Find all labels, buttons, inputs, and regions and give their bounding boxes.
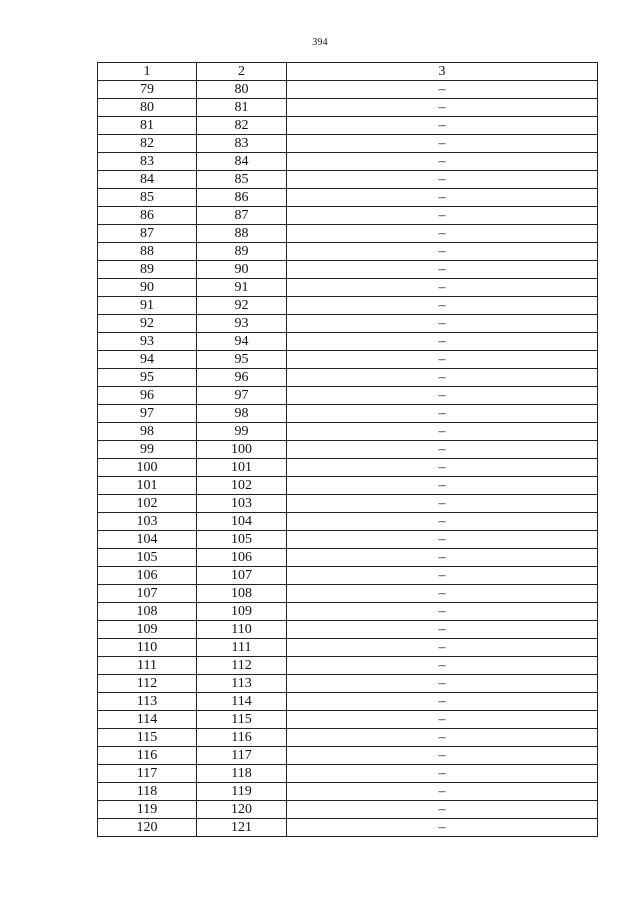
table-row [98, 117, 598, 135]
table-cell-col-3: – [287, 477, 598, 495]
table-row [98, 207, 598, 225]
table-cell-col-1: 103 [98, 513, 197, 531]
table-cell-col-1: 82 [98, 135, 197, 153]
table-cell-col-2: 108 [197, 585, 287, 603]
table-row [98, 531, 598, 549]
table-cell-col-1: 85 [98, 189, 197, 207]
table-cell-col-1: 118 [98, 783, 197, 801]
table-cell-col-3: – [287, 603, 598, 621]
table-cell-col-1: 89 [98, 261, 197, 279]
table-row [98, 261, 598, 279]
table-row [98, 729, 598, 747]
table-cell-col-3: – [287, 387, 598, 405]
table-cell-col-1: 90 [98, 279, 197, 297]
table-cell-col-2: 116 [197, 729, 287, 747]
table-cell-col-2: 121 [197, 819, 287, 837]
table-row [98, 513, 598, 531]
table-cell-col-1: 116 [98, 747, 197, 765]
table-cell-col-1: 104 [98, 531, 197, 549]
table-row [98, 333, 598, 351]
table-cell-col-1: 95 [98, 369, 197, 387]
table-row [98, 225, 598, 243]
table-row [98, 99, 598, 117]
data-table [97, 62, 598, 837]
table-cell-col-2: 93 [197, 315, 287, 333]
table-row [98, 351, 598, 369]
table-cell-col-3: – [287, 747, 598, 765]
table-cell-col-3: – [287, 405, 598, 423]
table-row [98, 477, 598, 495]
table-cell-col-3: – [287, 819, 598, 837]
table-cell-col-2: 91 [197, 279, 287, 297]
table-cell-col-1: 96 [98, 387, 197, 405]
table-cell-col-1: 113 [98, 693, 197, 711]
table-cell-col-2: 119 [197, 783, 287, 801]
table-cell-col-1: 79 [98, 81, 197, 99]
table-cell-col-2: 103 [197, 495, 287, 513]
table-row [98, 81, 598, 99]
table-row [98, 783, 598, 801]
table-row [98, 171, 598, 189]
table-row [98, 459, 598, 477]
table-cell-col-2: 111 [197, 639, 287, 657]
table-cell-col-3: – [287, 225, 598, 243]
table-cell-col-3: – [287, 657, 598, 675]
table-cell-col-1: 115 [98, 729, 197, 747]
table-cell-col-3: – [287, 765, 598, 783]
table-cell-col-2: 89 [197, 243, 287, 261]
table-cell-col-3: – [287, 351, 598, 369]
table-row [98, 297, 598, 315]
table-cell-col-1: 94 [98, 351, 197, 369]
table-cell-col-3: – [287, 459, 598, 477]
table-cell-col-3: – [287, 99, 598, 117]
table-cell-col-1: 100 [98, 459, 197, 477]
table-cell-col-2: 90 [197, 261, 287, 279]
table-cell-col-1: 88 [98, 243, 197, 261]
table-cell-col-2: 114 [197, 693, 287, 711]
table-cell-col-2: 92 [197, 297, 287, 315]
table-row [98, 603, 598, 621]
table-cell-col-2: 82 [197, 117, 287, 135]
table-cell-col-2: 112 [197, 657, 287, 675]
table-cell-col-2: 96 [197, 369, 287, 387]
table-row [98, 369, 598, 387]
table-cell-col-2: 117 [197, 747, 287, 765]
table-row [98, 549, 598, 567]
table-cell-col-2: 118 [197, 765, 287, 783]
table-cell-col-3: – [287, 549, 598, 567]
table-row [98, 621, 598, 639]
table-cell-col-3: – [287, 333, 598, 351]
table-row [98, 675, 598, 693]
table-row [98, 405, 598, 423]
table-row [98, 801, 598, 819]
table-row [98, 135, 598, 153]
table-row [98, 567, 598, 585]
table-cell-col-2: 80 [197, 81, 287, 99]
table-cell-col-2: 105 [197, 531, 287, 549]
table-body [98, 81, 598, 837]
table-row [98, 657, 598, 675]
table-cell-col-2: 106 [197, 549, 287, 567]
table-cell-col-2: 85 [197, 171, 287, 189]
table-cell-col-2: 104 [197, 513, 287, 531]
table-cell-col-3: – [287, 423, 598, 441]
table-cell-col-1: 107 [98, 585, 197, 603]
table-cell-col-1: 97 [98, 405, 197, 423]
table-row [98, 585, 598, 603]
table-cell-col-1: 102 [98, 495, 197, 513]
table-cell-col-2: 83 [197, 135, 287, 153]
table-cell-col-3: – [287, 81, 598, 99]
table-cell-col-2: 100 [197, 441, 287, 459]
table-cell-col-2: 86 [197, 189, 287, 207]
table-cell-col-2: 95 [197, 351, 287, 369]
table-cell-col-3: – [287, 369, 598, 387]
table-cell-col-3: – [287, 513, 598, 531]
table-cell-col-3: – [287, 711, 598, 729]
table-cell-col-3: – [287, 495, 598, 513]
table-cell-col-3: – [287, 639, 598, 657]
table-cell-col-2: 115 [197, 711, 287, 729]
table-cell-col-3: – [287, 207, 598, 225]
table-cell-col-3: – [287, 171, 598, 189]
table-cell-col-2: 99 [197, 423, 287, 441]
table-cell-col-3: – [287, 693, 598, 711]
table-header-row [98, 63, 598, 81]
table-cell-col-3: – [287, 675, 598, 693]
table-cell-col-3: – [287, 279, 598, 297]
table-row [98, 711, 598, 729]
table-cell-col-1: 114 [98, 711, 197, 729]
table-cell-col-3: – [287, 567, 598, 585]
table-cell-col-1: 93 [98, 333, 197, 351]
table-cell-col-3: – [287, 117, 598, 135]
table-cell-col-3: – [287, 531, 598, 549]
table-cell-col-1: 105 [98, 549, 197, 567]
table-cell-col-3: – [287, 783, 598, 801]
table-cell-col-1: 92 [98, 315, 197, 333]
table-row [98, 153, 598, 171]
table-cell-col-2: 120 [197, 801, 287, 819]
table-cell-col-1: 119 [98, 801, 197, 819]
table-cell-col-1: 101 [98, 477, 197, 495]
table-cell-col-1: 109 [98, 621, 197, 639]
table-cell-col-3: – [287, 801, 598, 819]
table-cell-col-3: – [287, 189, 598, 207]
table-row [98, 819, 598, 837]
table-cell-col-1: 87 [98, 225, 197, 243]
table-cell-col-1: 83 [98, 153, 197, 171]
table-row [98, 495, 598, 513]
table-row [98, 639, 598, 657]
table-cell-col-3: – [287, 315, 598, 333]
page-number: 394 [312, 37, 328, 48]
table-row [98, 387, 598, 405]
table-cell-col-2: 101 [197, 459, 287, 477]
table-cell-col-1: 111 [98, 657, 197, 675]
table-cell-col-1: 81 [98, 117, 197, 135]
table-cell-col-3: – [287, 135, 598, 153]
column-header-1: 1 [98, 63, 197, 81]
table-cell-col-3: – [287, 585, 598, 603]
table-row [98, 243, 598, 261]
table-cell-col-2: 109 [197, 603, 287, 621]
table-cell-col-1: 117 [98, 765, 197, 783]
table-cell-col-2: 97 [197, 387, 287, 405]
table-cell-col-3: – [287, 729, 598, 747]
column-header-3: 3 [287, 63, 598, 81]
table-cell-col-1: 80 [98, 99, 197, 117]
table-row [98, 279, 598, 297]
table-cell-col-2: 113 [197, 675, 287, 693]
table-cell-col-2: 88 [197, 225, 287, 243]
table-cell-col-2: 107 [197, 567, 287, 585]
table-cell-col-2: 81 [197, 99, 287, 117]
column-header-2: 2 [197, 63, 287, 81]
table-cell-col-1: 112 [98, 675, 197, 693]
table-cell-col-3: – [287, 153, 598, 171]
table-row [98, 423, 598, 441]
table-cell-col-1: 99 [98, 441, 197, 459]
table-cell-col-2: 94 [197, 333, 287, 351]
table-cell-col-2: 84 [197, 153, 287, 171]
table-cell-col-3: – [287, 243, 598, 261]
table-cell-col-1: 108 [98, 603, 197, 621]
table-cell-col-1: 110 [98, 639, 197, 657]
table-cell-col-1: 98 [98, 423, 197, 441]
table-cell-col-3: – [287, 621, 598, 639]
table-cell-col-2: 102 [197, 477, 287, 495]
table-cell-col-1: 91 [98, 297, 197, 315]
table-cell-col-1: 120 [98, 819, 197, 837]
table-cell-col-1: 106 [98, 567, 197, 585]
table-row [98, 693, 598, 711]
table-cell-col-2: 98 [197, 405, 287, 423]
table-cell-col-2: 110 [197, 621, 287, 639]
table-row [98, 441, 598, 459]
table-cell-col-3: – [287, 297, 598, 315]
table-cell-col-1: 84 [98, 171, 197, 189]
table-row [98, 189, 598, 207]
table-row [98, 315, 598, 333]
table-cell-col-3: – [287, 441, 598, 459]
table-row [98, 765, 598, 783]
table-cell-col-2: 87 [197, 207, 287, 225]
table-row [98, 747, 598, 765]
table-cell-col-1: 86 [98, 207, 197, 225]
table-cell-col-3: – [287, 261, 598, 279]
